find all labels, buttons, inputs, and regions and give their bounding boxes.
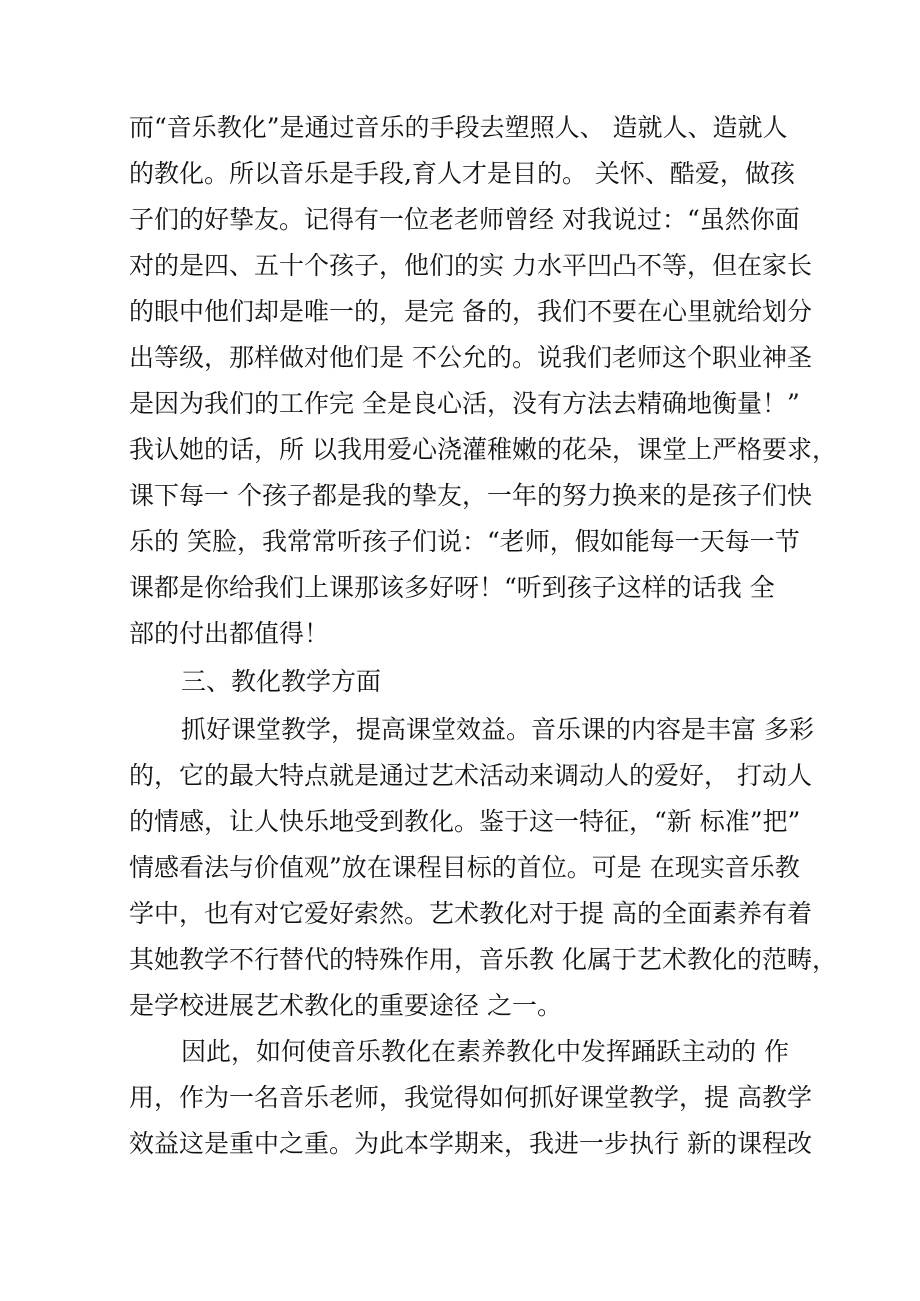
text-line: 我认她的话，所 以我用爱心浇灌稚嫩的花朵，课堂上严格要求， bbox=[129, 435, 837, 464]
text-line: 用，作为一名音乐老师，我觉得如何抓好课堂教学，提 高教学 bbox=[129, 1083, 812, 1112]
text-line: 部的付出都值得！ bbox=[129, 619, 330, 648]
text-line: 效益这是重中之重。为此本学期来，我进一步执行 新的课程改 bbox=[129, 1129, 812, 1158]
text-line: 其她教学不行替代的特殊作用，音乐教 化属于艺术教化的范畴， bbox=[129, 945, 837, 974]
text-line: 课下每一 个孩子都是我的挚友，一年的努力换来的是孩子们快 bbox=[129, 481, 812, 510]
text-line: 因此，如何使音乐教化在素养教化中发挥踊跃主动的 作 bbox=[181, 1037, 789, 1066]
text-line: 出等级，那样做对他们是 不公允的。说我们老师这个职业神圣 bbox=[129, 343, 812, 372]
text-line: 对的是四、五十个孩子，他们的实 力水平凹凸不等，但在家长 bbox=[129, 251, 812, 280]
text-line: 而“音乐教化”是通过音乐的手段去塑照人、 造就人、造就人 bbox=[129, 113, 788, 142]
body-text bbox=[129, 0, 837, 1158]
text-line: 是学校进展艺术教化的重要途径 之一。 bbox=[129, 991, 562, 1020]
text-line: 的情感，让人快乐地受到教化。鉴于这一特征，“新 标准”把” bbox=[129, 807, 801, 836]
text-line: 学中，也有对它爱好索然。艺术教化对于提 高的全面素养有着 bbox=[129, 899, 812, 928]
text-line: 情感看法与价值观”放在课程目标的首位。可是 在现实音乐教 bbox=[129, 853, 800, 882]
text-line: 乐的 笑脸，我常常听孩子们说：“老师，假如能每一天每一节 bbox=[129, 527, 800, 556]
text-line: 抓好课堂教学，提高课堂效益。音乐课的内容是丰富 多彩 bbox=[181, 715, 814, 744]
text-line: 课都是你给我们上课那该多好呀！“听到孩子这样的话我 全 bbox=[129, 573, 775, 602]
text-line: 的，它的最大特点就是通过艺术活动来调动人的爱好， 打动人 bbox=[129, 761, 812, 790]
text-line: 子们的好挚友。记得有一位老老师曾经 对我说过：“虽然你面 bbox=[129, 205, 800, 234]
text-line: 的教化。所以音乐是手段,育人才是目的。 关怀、酷爱，做孩 bbox=[129, 159, 795, 188]
section-heading: 三、教化教学方面 bbox=[181, 667, 382, 696]
text-line: 的眼中他们却是唯一的，是完 备的，我们不要在心里就给划分 bbox=[129, 297, 812, 326]
text-line: 是因为我们的工作完 全是良心活，没有方法去精确地衡量！” bbox=[129, 389, 800, 418]
